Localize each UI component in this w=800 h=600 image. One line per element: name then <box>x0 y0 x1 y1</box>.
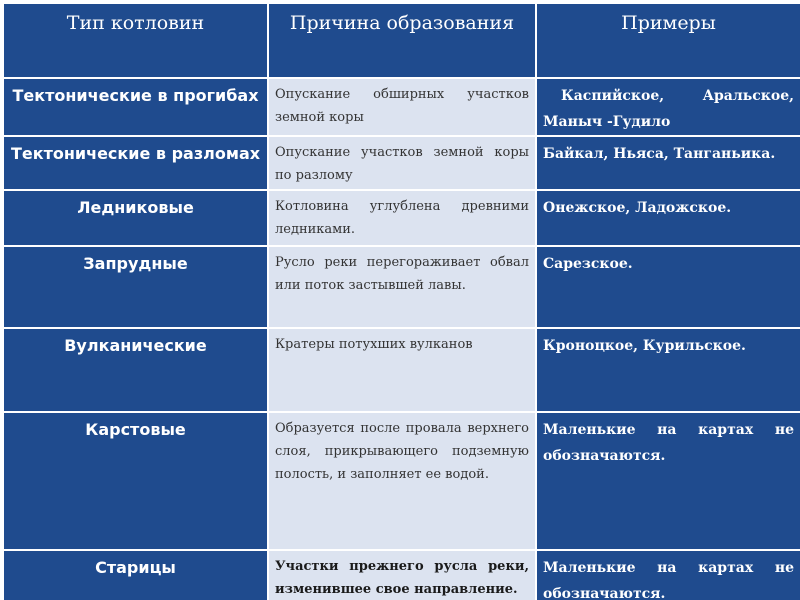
cause-cell: Опускание обширных участков земной коры <box>268 78 536 136</box>
cause-cell: Участки прежнего русла реки, изменившее свое направление. <box>268 550 536 600</box>
table-row <box>3 246 800 328</box>
examples-cell: Маленькие на картах не обозначаются. <box>536 412 800 550</box>
header-examples: Примеры <box>536 3 800 78</box>
examples-cell <box>536 78 800 136</box>
examples-cell: Маленькие на картах не обозначаются. <box>536 550 800 600</box>
basin-type-cell: Тектонические в прогибах <box>3 78 268 136</box>
cause-cell: Русло реки перегораживает обвал или поток застывшей лавы. <box>268 246 536 328</box>
table-row <box>3 412 800 550</box>
header-cause: Причина образования <box>268 3 536 78</box>
basin-type-cell: Ледниковые <box>3 190 268 246</box>
table-header <box>3 3 800 78</box>
basin-type-cell: Запрудные <box>3 246 268 328</box>
table-row <box>3 550 800 600</box>
examples-cell: Байкал, Ньяса, Танганьика. <box>536 136 800 190</box>
lake-basins-table <box>2 2 800 600</box>
table-body <box>3 78 800 600</box>
basin-type-cell: Карстовые <box>3 412 268 550</box>
header-row <box>3 3 800 78</box>
header-type: Тип котловин <box>3 3 268 78</box>
cause-cell: Образуется после провала верхнего слоя, прикрывающего подземную полость, и заполняет ее водой. <box>268 412 536 550</box>
table-row <box>3 190 800 246</box>
examples-text: Каспийское, Аральское, Маныч -Гудило <box>543 88 794 130</box>
cause-cell: Опускание участков земной коры по разлому <box>268 136 536 190</box>
table-row <box>3 328 800 412</box>
examples-cell: Сарезское. <box>536 246 800 328</box>
basin-type-cell: Старицы <box>3 550 268 600</box>
basin-type-cell: Тектонические в разломах <box>3 136 268 190</box>
cause-cell: Кратеры потухших вулканов <box>268 328 536 412</box>
examples-cell: Кроноцкое, Курильское. <box>536 328 800 412</box>
table-row <box>3 136 800 190</box>
table-row <box>3 78 800 136</box>
examples-cell: Онежское, Ладожское. <box>536 190 800 246</box>
basin-type-cell: Вулканические <box>3 328 268 412</box>
cause-cell: Котловина углублена древними ледниками. <box>268 190 536 246</box>
